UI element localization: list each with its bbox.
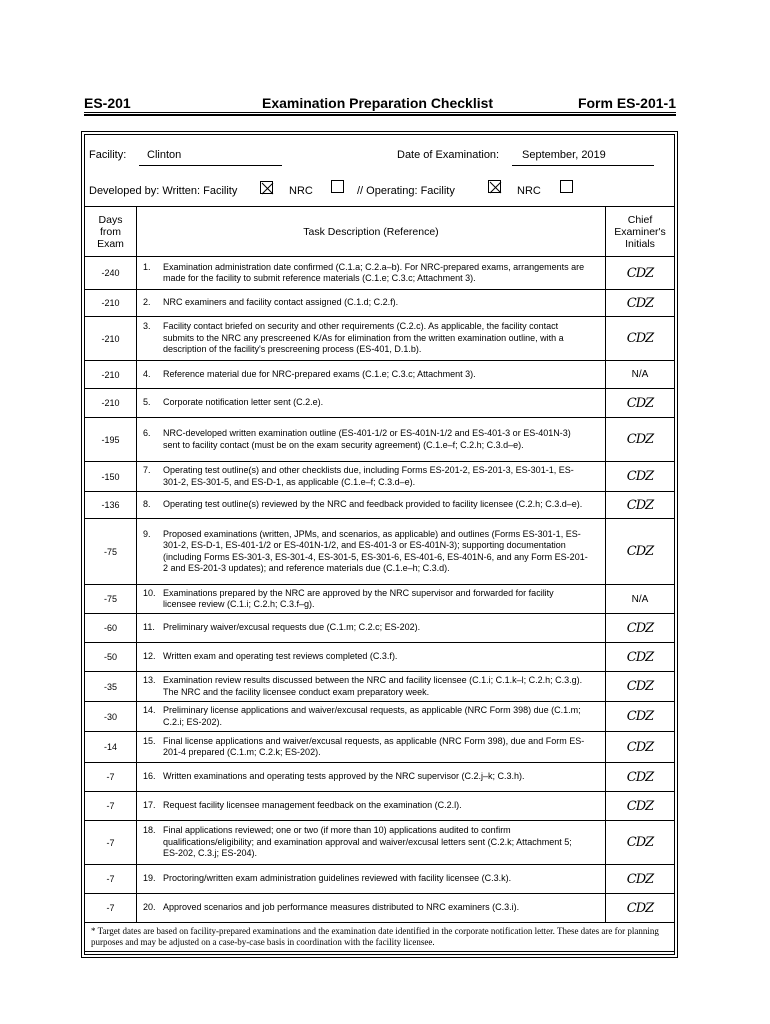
task-description: Preliminary waiver/excusal requests due (C.1.m; C.2.c; ES-202). bbox=[163, 622, 421, 633]
developed-by-label: Developed by: Written: Facility bbox=[89, 185, 238, 197]
task-description: Final applications reviewed; one or two (if more than 10) applications audited to confirm qualifications/eligibility; and examination approval and waiver/excusal letters sent (C.2.k; Attachment 5; ES-202, C.3.j; ES-204). bbox=[163, 825, 572, 859]
table-row bbox=[85, 614, 675, 643]
task-number: 8. bbox=[143, 499, 151, 510]
check-x-icon bbox=[261, 182, 274, 195]
written-nrc-checkbox[interactable] bbox=[331, 180, 344, 193]
task-description: Examination review results discussed between the NRC and facility licensee (C.1.i; C.1.k–l; C.2.h; C.3.g). The NRC and the facility licensee conduct exam preparatory week. bbox=[163, 675, 583, 697]
task-number: 15. bbox=[143, 735, 156, 746]
days-cell: -35 bbox=[85, 672, 137, 702]
task-number: 12. bbox=[143, 651, 156, 662]
form-series: ES-201 bbox=[84, 95, 131, 111]
initials-cell[interactable]: CDZ bbox=[606, 643, 675, 672]
initials-cell[interactable]: CDZ bbox=[606, 821, 675, 865]
task-description: Approved scenarios and job performance measures distributed to NRC examiners (C.3.i). bbox=[163, 902, 520, 913]
initials-cell[interactable]: CDZ bbox=[606, 257, 675, 290]
task-cell bbox=[137, 257, 606, 290]
col-initials: Chief Examiner's Initials bbox=[606, 207, 675, 257]
task-description: NRC-developed written examination outline (ES-401-1/2 or ES-401N-1/2 and ES-401-3 or ES-401N-3) sent to facility contact (must be on the exam security agreement) (C.1.e–f; C.2.h; C.3.d–e). bbox=[163, 428, 571, 450]
footnote: * Target dates are based on facility-prepared examinations and the examination date identified in the corporate notification letter. These dates are for planning purposes and may be adjusted on a case-by-case basis in coordination with the facility licensee. bbox=[85, 923, 675, 952]
task-number: 17. bbox=[143, 800, 156, 811]
table-row bbox=[85, 389, 675, 418]
days-cell: -210 bbox=[85, 290, 137, 317]
table-row bbox=[85, 585, 675, 614]
days-cell: -60 bbox=[85, 614, 137, 643]
table-row bbox=[85, 792, 675, 821]
task-number: 10. bbox=[143, 587, 156, 598]
initials-cell[interactable]: CDZ bbox=[606, 672, 675, 702]
task-number: 1. bbox=[143, 261, 151, 272]
days-cell: -7 bbox=[85, 894, 137, 923]
initials-cell[interactable]: CDZ bbox=[606, 614, 675, 643]
task-number: 16. bbox=[143, 771, 156, 782]
written-nrc-label: NRC bbox=[289, 185, 313, 197]
table-row bbox=[85, 290, 675, 317]
task-description: Corporate notification letter sent (C.2.e). bbox=[163, 397, 324, 408]
task-description: Request facility licensee management feedback on the examination (C.2.l). bbox=[163, 800, 462, 811]
initials-cell[interactable]: CDZ bbox=[606, 732, 675, 763]
days-cell: -210 bbox=[85, 389, 137, 418]
days-cell: -7 bbox=[85, 792, 137, 821]
exam-date-underline bbox=[512, 165, 654, 166]
task-cell bbox=[137, 418, 606, 462]
task-number: 20. bbox=[143, 902, 156, 913]
days-cell: -14 bbox=[85, 732, 137, 763]
days-cell: -136 bbox=[85, 492, 137, 519]
task-cell bbox=[137, 732, 606, 763]
days-cell: -75 bbox=[85, 519, 137, 585]
task-number: 9. bbox=[143, 528, 151, 539]
operating-nrc-label: NRC bbox=[517, 185, 541, 197]
initials-cell[interactable]: CDZ bbox=[606, 519, 675, 585]
days-cell: -50 bbox=[85, 643, 137, 672]
task-cell bbox=[137, 317, 606, 361]
page-title: Examination Preparation Checklist bbox=[262, 95, 494, 111]
task-cell bbox=[137, 792, 606, 821]
days-cell: -7 bbox=[85, 821, 137, 865]
days-cell: -7 bbox=[85, 865, 137, 894]
operating-nrc-checkbox[interactable] bbox=[560, 180, 573, 193]
task-number: 11. bbox=[143, 622, 155, 633]
days-cell: -240 bbox=[85, 257, 137, 290]
days-cell: -7 bbox=[85, 763, 137, 792]
task-description: Written exam and operating test reviews completed (C.3.f). bbox=[163, 651, 398, 662]
task-cell bbox=[137, 763, 606, 792]
task-number: 14. bbox=[143, 705, 156, 715]
col-days: Days from Exam bbox=[85, 207, 137, 257]
task-description: Final license applications and waiver/excusal requests, as applicable (NRC Form 398), due and Form ES-201-4 prepared (C.1.m; C.2.k; ES-202). bbox=[163, 735, 585, 757]
task-cell bbox=[137, 462, 606, 492]
task-description: Examinations prepared by the NRC are approved by the NRC supervisor and forwarded for facility licensee review (C.1.i; C.2.h; C.3.f–g). bbox=[163, 587, 554, 609]
exam-date-label: Date of Examination: bbox=[397, 149, 500, 161]
task-number: 6. bbox=[143, 428, 151, 438]
operating-facility-checkbox[interactable] bbox=[488, 180, 501, 193]
table-row bbox=[85, 672, 675, 702]
days-cell: -210 bbox=[85, 317, 137, 361]
days-cell: -30 bbox=[85, 702, 137, 732]
initials-cell[interactable]: CDZ bbox=[606, 894, 675, 923]
operating-facility-label: // Operating: Facility bbox=[357, 185, 455, 197]
task-cell bbox=[137, 290, 606, 317]
initials-cell[interactable]: CDZ bbox=[606, 418, 675, 462]
page-header bbox=[84, 95, 676, 113]
header-rule-thick bbox=[84, 114, 676, 116]
initials-cell[interactable]: CDZ bbox=[606, 462, 675, 492]
footnote-row bbox=[85, 923, 675, 952]
table-row bbox=[85, 763, 675, 792]
initials-cell[interactable]: N/A bbox=[606, 361, 675, 389]
facility-underline bbox=[139, 165, 282, 166]
table-row bbox=[85, 462, 675, 492]
header-rule-thin bbox=[84, 112, 676, 113]
task-number: 2. bbox=[143, 297, 151, 308]
task-cell bbox=[137, 865, 606, 894]
initials-cell[interactable]: CDZ bbox=[606, 792, 675, 821]
table-row bbox=[85, 821, 675, 865]
table-row bbox=[85, 418, 675, 462]
col-task: Task Description (Reference) bbox=[137, 207, 606, 257]
task-cell bbox=[137, 492, 606, 519]
checklist-table bbox=[84, 206, 675, 952]
initials-cell[interactable]: CDZ bbox=[606, 492, 675, 519]
table-row bbox=[85, 317, 675, 361]
task-cell bbox=[137, 643, 606, 672]
initials-cell[interactable]: CDZ bbox=[606, 389, 675, 418]
task-number: 7. bbox=[143, 465, 151, 475]
task-description: Operating test outline(s) and other checklists due, including Forms ES-201-2, ES-201-3, ES-301-1, ES-301-2, ES-301-5, and ES-D-1, as applicable (C.1.e–f; C.3.d–e). bbox=[163, 465, 574, 487]
task-cell bbox=[137, 614, 606, 643]
initials-cell[interactable]: N/A bbox=[606, 585, 675, 614]
days-cell: -150 bbox=[85, 462, 137, 492]
task-cell bbox=[137, 519, 606, 585]
initials-cell[interactable]: CDZ bbox=[606, 865, 675, 894]
table-row bbox=[85, 492, 675, 519]
task-description: Operating test outline(s) reviewed by the NRC and feedback provided to facility licensee (C.2.h; C.3.d–e). bbox=[163, 499, 583, 510]
days-cell: -195 bbox=[85, 418, 137, 462]
task-number: 19. bbox=[143, 873, 156, 884]
exam-date-value[interactable]: September, 2019 bbox=[522, 149, 606, 161]
days-cell: -210 bbox=[85, 361, 137, 389]
task-description: NRC examiners and facility contact assigned (C.1.d; C.2.f). bbox=[163, 297, 399, 308]
initials-cell[interactable]: CDZ bbox=[606, 317, 675, 361]
table-row bbox=[85, 519, 675, 585]
initials-cell[interactable]: CDZ bbox=[606, 763, 675, 792]
task-cell bbox=[137, 389, 606, 418]
task-description: Examination administration date confirmed (C.1.a; C.2.a–b). For NRC-prepared exams, arrangements are made for the facility to submit reference materials (C.1.e; C.3.c; Attachment 3). bbox=[163, 261, 585, 283]
table-row bbox=[85, 732, 675, 763]
task-description: Preliminary license applications and waiver/excusal requests, as applicable (NRC Form 398) due (C.1.m; C.2.i; ES-202). bbox=[163, 705, 581, 727]
task-description: Written examinations and operating tests approved by the NRC supervisor (C.2.j–k; C.3.h). bbox=[163, 771, 525, 782]
task-number: 3. bbox=[143, 321, 151, 332]
task-description: Facility contact briefed on security and other requirements (C.2.c). As applicable, the facility contact submits to the NRC any prescreened K/As for elimination from the written examination outline, with a description of the facility's prescreening process (ES-401, D.1.b). bbox=[163, 321, 564, 355]
task-cell bbox=[137, 672, 606, 702]
table-row bbox=[85, 702, 675, 732]
task-description: Reference material due for NRC-prepared exams (C.1.e; C.3.c; Attachment 3). bbox=[163, 368, 476, 379]
task-number: 13. bbox=[143, 675, 156, 685]
task-cell bbox=[137, 821, 606, 865]
table-row bbox=[85, 257, 675, 290]
facility-label: Facility: bbox=[89, 149, 127, 161]
task-cell bbox=[137, 702, 606, 732]
task-cell bbox=[137, 361, 606, 389]
table-row bbox=[85, 643, 675, 672]
table-row bbox=[85, 894, 675, 923]
task-number: 4. bbox=[143, 368, 151, 379]
table-row bbox=[85, 865, 675, 894]
initials-cell[interactable]: CDZ bbox=[606, 702, 675, 732]
form-number: Form ES-201-1 bbox=[577, 95, 676, 111]
task-description: Proctoring/written exam administration guidelines reviewed with facility licensee (C.3.k). bbox=[163, 873, 512, 884]
task-cell bbox=[137, 894, 606, 923]
days-cell: -75 bbox=[85, 585, 137, 614]
facility-value[interactable]: Clinton bbox=[147, 149, 182, 161]
task-number: 5. bbox=[143, 397, 151, 408]
check-x-icon bbox=[489, 181, 502, 194]
task-cell bbox=[137, 585, 606, 614]
task-number: 18. bbox=[143, 825, 156, 836]
initials-cell[interactable]: CDZ bbox=[606, 290, 675, 317]
task-description: Proposed examinations (written, JPMs, and scenarios, as applicable) and outlines (Forms ES-301-1, ES-301-2, ES-D-1, ES-401-1/2 or ES-401N-1/2, and ES-401-3 or ES-401N-3); supporting documentation (including Forms ES-301-3, ES-301-4, ES-301-5, ES-301-6, ES-401-6, ES-401N-6, and any Form ES-201-2 and ES-201-3 updates); and reference materials due (C.1.e–h; C.3.d). bbox=[163, 528, 588, 573]
written-facility-checkbox[interactable] bbox=[260, 181, 273, 194]
table-row bbox=[85, 361, 675, 389]
